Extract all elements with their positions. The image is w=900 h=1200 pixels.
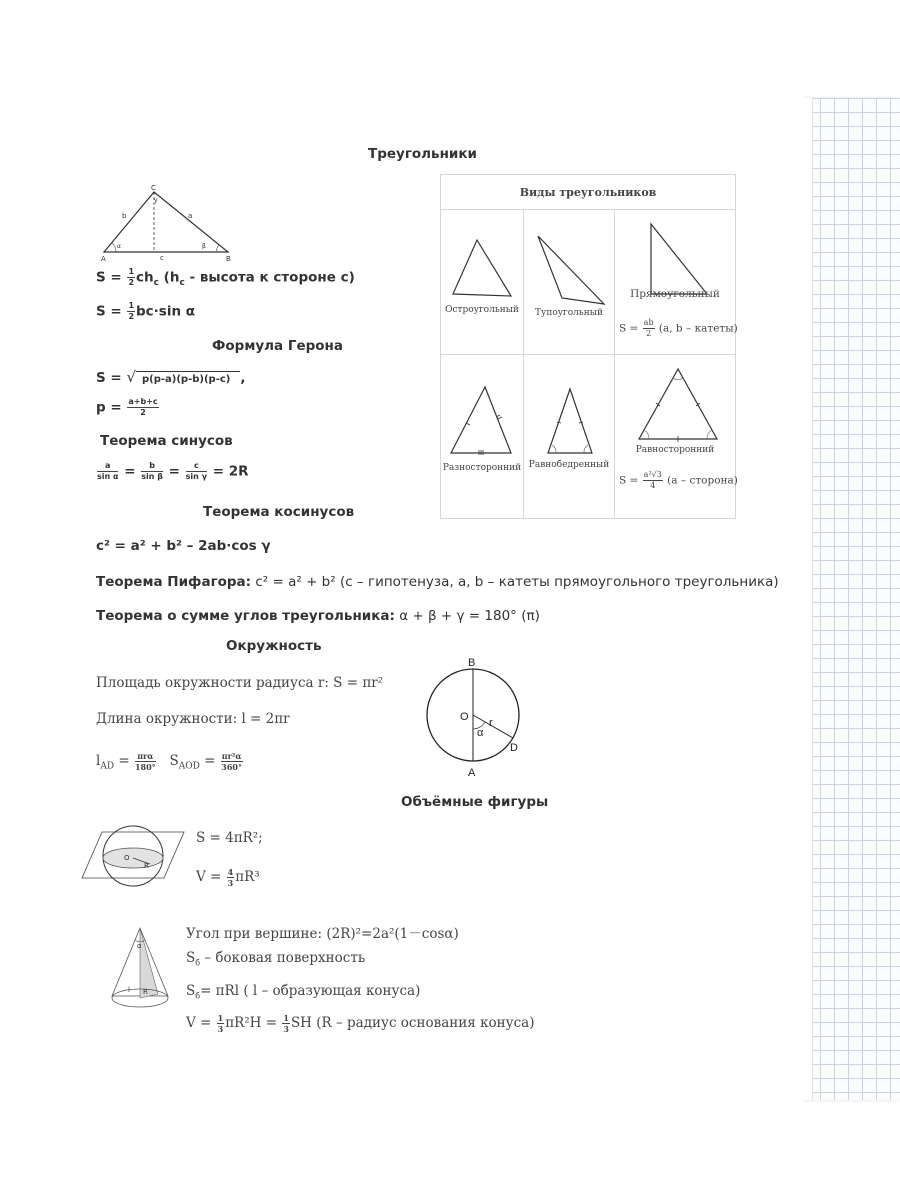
label-b: b — [122, 212, 127, 220]
formula-cone-lateral: $S_б= \pi Rl$ ( l – образующая конуса) — [186, 983, 421, 1001]
grid-notebook-page — [806, 98, 900, 1100]
title-heron: Формула Герона — [212, 338, 343, 354]
sphere-label-R: R — [144, 862, 149, 870]
triangle-kinds-table — [440, 174, 736, 519]
label-B: B — [468, 657, 476, 669]
equilateral-triangle-icon — [635, 365, 721, 443]
angle-arc-alpha — [112, 243, 116, 252]
triangle-diagram — [98, 180, 238, 262]
cell-right: Прямоугольный S = $\frac{ab}{2}$ (a, b – катеты) — [615, 210, 736, 355]
label-O: O — [460, 711, 469, 723]
cone-diagram — [106, 922, 176, 1014]
cell-equilateral: Равносторонний S = $\frac{\text{a²√3}}{4}$ (a – сторона) — [615, 355, 736, 519]
label-A: A — [468, 767, 476, 779]
label-D: D — [510, 742, 518, 754]
label-A: A — [101, 255, 106, 262]
equilateral-area-formula: S = $\frac{\text{a²√3}}{4}$ (a – сторона) — [619, 470, 738, 490]
cell-scalene: Разносторонний — [441, 355, 524, 519]
cell-obtuse: Тупоугольный — [524, 210, 615, 355]
label-alpha: α — [477, 727, 484, 739]
formula-semiperimeter: p = $\frac{a+b+c}{2}$ — [96, 397, 158, 417]
sphere-diagram — [80, 822, 190, 888]
table-title: Виды треугольников — [441, 175, 736, 210]
formula-circle-length: Длина окружности: l = 2πr — [96, 711, 290, 727]
formula-sphere-area: S = 4πR²; — [196, 830, 263, 846]
obtuse-triangle-icon — [532, 232, 608, 306]
title-solids: Объёмные фигуры — [401, 794, 549, 810]
sphere-label-O: O — [124, 854, 130, 862]
title-circle: Окружность — [226, 638, 322, 654]
cone-label-alpha: α — [137, 942, 142, 950]
label-a: a — [188, 212, 193, 220]
angle-arc-beta — [216, 245, 219, 252]
label-c: c — [160, 254, 164, 262]
cone-label-l: l — [128, 986, 130, 994]
label-gamma: γ — [154, 197, 158, 204]
title-sines: Теорема синусов — [100, 433, 233, 449]
isosceles-triangle-icon — [544, 385, 596, 457]
formula-area-height: S = $\frac{1}{2}$ $ch_c$ ($h_c$ - высота к стороне с) — [96, 267, 355, 289]
formula-cone-volume: V = $\frac{1}{3}$ πR²H = $\frac{1}{3}$ SH (R – радиус основания конуса) — [186, 1013, 535, 1034]
label-B: B — [226, 255, 231, 262]
formula-cone-apex-angle: Угол при вершине: (2R)²=2a²(1－cosα) — [186, 926, 459, 942]
title-cosines: Теорема косинусов — [203, 504, 355, 520]
formula-heron: S = √ p(p-a)(p-b)(p-c) , — [96, 368, 246, 386]
formula-cone-lateral-note: $S_б$ – боковая поверхность — [186, 950, 366, 968]
cell-acute: Остроугольный — [441, 210, 524, 355]
right-area-formula: S = $\frac{ab}{2}$ (a, b – катеты) — [619, 318, 738, 338]
label-C: C — [151, 184, 156, 192]
scalene-triangle-icon — [447, 383, 515, 455]
cone-label-R: R — [143, 988, 148, 996]
formula-angle-sum: Теорема о сумме углов треугольника: α + β + γ = 180° (π) — [96, 608, 540, 624]
triangle-shape — [104, 192, 228, 252]
label-beta: β — [202, 243, 206, 250]
formula-arc-sector: $l_{AD}$ = $\frac{\text{πrα}}{180^\circ}$ $S_{AOD}$ = $\frac{\text{πr²α}}{360^\circ}$ — [96, 751, 242, 772]
formula-circle-area: Площадь окружности радиуса r: S = πr² — [96, 675, 384, 691]
formula-law-of-cosines: c² = a² + b² – 2ab·cos γ — [96, 538, 271, 554]
formula-law-of-sines: $\frac{a}{\text{sin α}}$ = $\frac{b}{\text{sin β}}$ = $\frac{c}{\text{sin γ}}$ = 2R — [97, 461, 249, 481]
title-triangles: Треугольники — [368, 146, 477, 162]
formula-pythagoras: Теорема Пифагора: c² = a² + b² (c – гипотенуза, a, b – катеты прямоугольного треугольника) — [96, 574, 779, 590]
label-r: r — [489, 717, 493, 729]
circle-diagram — [420, 652, 530, 780]
formula-area-sin: S = $\frac{1}{2}$ bc·sin α — [96, 301, 196, 321]
acute-triangle-icon — [449, 234, 517, 298]
label-alpha: α — [117, 243, 121, 250]
cell-isosceles: Равнобедренный — [524, 355, 615, 519]
formula-sphere-volume: V = $\frac{4}{3}$ πR³ — [196, 867, 260, 888]
